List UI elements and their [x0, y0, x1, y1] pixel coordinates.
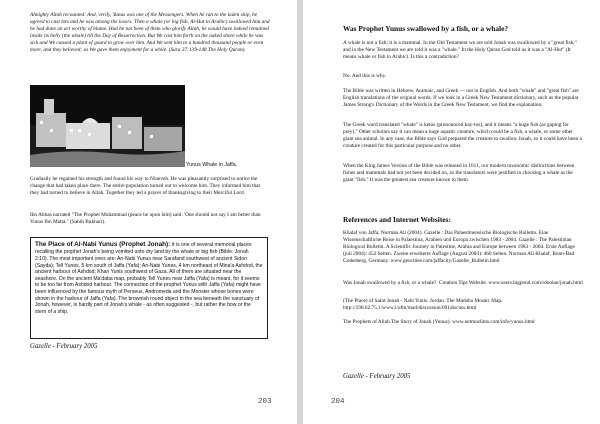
jaffa-photo	[30, 85, 185, 167]
paragraph-king-james: When the King James Version of the Bible was released in 1611, our modern taxonomic distinctions between fishes and mammals had not yet been decided on, so the translators were justified in choosing a whale as the giant "fish." It was the greatest sea creature known to them.	[343, 163, 575, 183]
place-of-nabi-yunus-box	[30, 237, 268, 339]
reference-prophets: The Prophets of Allah.The Story of Jonah (Yunus). www.netmuslims.com/info/yunus.html	[343, 319, 535, 325]
jaffa-night-photo	[30, 85, 185, 167]
reference-gazelle: Khalaf von Jaffa, Norman Ali (2004). Gazelle : Das Palaestinensische Biologische Bulletin. Eine Wissenschaftliche Reise in Palaestina, Arabien und Europa zwischen 1983 - 2004. Gazelle : The Palestinian Biological Bulletin. A Scientific Journey in Palestine, Arabia and Europe between 1983 - 2004. Erste Auflage (juli 2004): 452 Seiten. Zweite erweiterte Auflage (August 2004): 460 Seiten. Norman Ali Khalaf, Bonn-Bad Godesberg, Germany. www.geocities.com/jaffacity/Gazelle_Bulletin.html	[343, 230, 575, 264]
signature-right: Gazelle - February 2005	[343, 373, 411, 380]
signature-left: Gazelle - February 2005	[30, 343, 98, 350]
references-heading: References and Internet Websites:	[343, 215, 451, 224]
paragraph-regained: Gradually he regained his strength and found his way to Nineveh. He was pleasantly surprised to notice the change that had taken place there. The entire population turned out to welcome him. They informed him that they had turned to believe in Allah. Together they led a prayer of thanksgiving to their Merciful Lord.	[30, 176, 260, 196]
box-text: It is one of several memorial places recalling the prophet Jonah's being vomited unto dry land by the whale or big fish (Bible: Jonah 2:10). The most important ones are: An-Nabi Yunus near Sarafand southwest of ancient Sidon (Sayda); Tell Yunes, 5 km south of Jaffa (Yafa); An-Nabi Yunes, 4 km northeast of Mina'a Ashdod, the ancient harbour of Ashdod; Khan Yunis southwest of Gaza. All of them are situated near the seashore. On the ancient Ma'daba map, probably Tell Yunes near Jaffa (Yafa) is meant, for it seems to be too far from Ashdod harbour. The connection of the prophet Yunus with Jaffa (Yafa) might have been influenced by the famous myth of Perseus, Andromeda and the Monster whose bones were shown in the harbour of Jaffa (Yafa). The brownish round object in the sea beneath the sanctuary of Jonah, however, is hardly part of Jonah's whale - as often suggested -, but rather the bow or the stern of a ship.	[35, 242, 263, 315]
quran-quote: Almighty Allah recounted: And, verily, Yunus was one of the Messengers. When he ran to the laden ship, he agreed to cast lots and he was among the losers. Then a whale (or big fish, Al-Hut in Arabic) swallowed him and he had done an act worthy of blame. Had he not been of them who glorify Allah, he would have indeed remained inside its belly (the whale) till the Day of Resurrection. But We cast him forth on the naked shore while he was sick and We caused a plant of gourd to grow over him. And We sent him to a hundred thousand people or even more, and they believed; so We gave them enjoyment for a while. (Sura 37:139-148 The Holy Quran).	[30, 12, 270, 53]
box-title: The Place of Al-Nabi Yunus (Prophet Jonah):	[35, 241, 171, 248]
paragraph-no: No. And this is why.	[343, 73, 387, 79]
paragraph-ketos: The Greek word translated "whale" is ketos (pronounced kay-tos), and it means "a huge fish (as gaping for prey)." Other scholars say it can mean a huge aquatic creature, which could be a fish, a whale, or some other giant sea animal. In any case, the Bible says God prepared the creature to swallow Jonah, so it could have been a creature created for this particular purpose and no other.	[343, 122, 582, 149]
right-page	[303, 0, 600, 424]
photo-caption: Yunus Whale in Jaffa.	[186, 162, 238, 168]
paragraph-bible-languages: The Bible was written in Hebrew, Aramaic, and Greek — not in English. And both "whale" and "great fish" are English translations of the original words. If we look in a Greek New Testament dictionary, such as the popular James Strong's Dictionary of the Words in the Greek New Testament, we find the explanation.	[343, 88, 579, 108]
reference-creation-tips: Was Jonah swallowed by a fish, or a whale?. Creation Tips Website. www.users.bigpond.com/rdoolan/jonah.html	[343, 280, 583, 286]
paragraph-mammal: A whale is not a fish; it is a mammal. In the Old Testament we are told Jonah was swallowed by a "great fish," and in the New Testament we are told it was a "whale." In the Holy Quran God told us it was a "Al-Hut" (It means whale or fish in Arabic). Is this a contradiction?	[343, 40, 577, 60]
page-number-right: 204	[331, 398, 345, 406]
paragraph-ibn-abbas: Ibn Abbas narrated "The Prophet Muhammad (peace be upon him) said: 'One should not say I am better than Yunus Ibn Matta." (Sahih Bukhari).	[30, 212, 261, 225]
left-page	[0, 0, 297, 424]
page-number-left: 203	[258, 398, 272, 406]
heading-fish-or-whale: Was Prophet Yunus swallowed by a fish, or a whale?	[343, 24, 509, 33]
reference-madaba-map: (The Place) of Saint Jonah - Nabi Yunis. Jordan. The Madaba Mosaic Map. http://198.62.75.1/www1/ofm/mad/discussion/091discuss.html	[343, 298, 503, 311]
